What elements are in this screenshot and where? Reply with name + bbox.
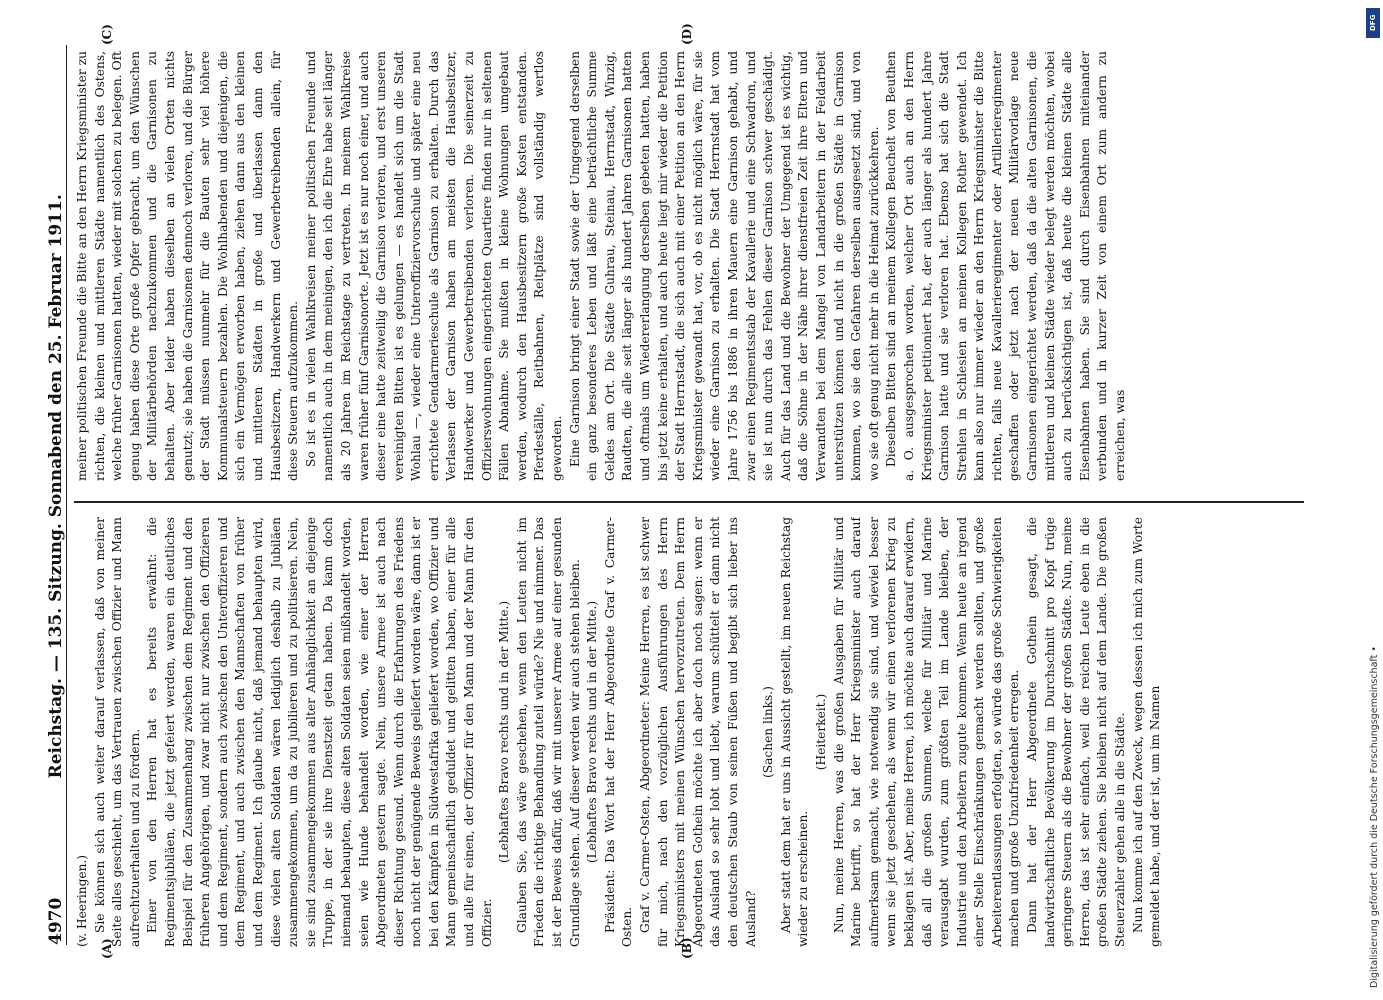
paragraph: Präsident: Das Wort hat der Herr Abgeordnete Graf v. Carmer-Osten. xyxy=(602,517,635,947)
page-header xyxy=(40,45,67,945)
interjection: (Lebhaftes Bravo rechts und in der Mitte.) xyxy=(497,600,512,864)
paragraph: Sie können sich auch weiter darauf verlassen, daß von meiner Seite alles geschieht, um das Vertrauen zwischen Offizier und Mann aufrechtzuerhalten und zu fördern. xyxy=(92,517,142,947)
margin-marker-c: (C) xyxy=(100,24,114,45)
paragraph: Aber statt dem hat er uns in Aussicht gestellt, im neuen Reichstag wieder zu erscheinen. xyxy=(778,517,811,947)
dfg-logo: DFG xyxy=(1366,8,1380,38)
speaker-tag: (v. Heeringen.) xyxy=(75,854,89,947)
margin-marker-a: (A) xyxy=(100,938,114,959)
left-column xyxy=(74,517,1304,947)
paragraph: So ist es in vielen Wahlkreisen meiner politischen Freunde und namentlich auch in dem meinigen, den ich die Ehre habe seit länger als 20 Jahren im Reichstage zu vertreten. In meinem Wahlkreise waren früher fünf Garnisonorte. Jetzt ist es nur noch einer, und auch dieser eine hatte zeitweilig die Garnison verloren, und erst unseren vereinigten Bitten ist es gelungen — es handelt sich um die Stadt Wohlau —, wieder eine Unteroffiziervorschule und später eine neu errichtete Gendarmerieschule als Garnison zu erhalten. Durch das Verlassen der Garnison haben am meisten die Hausbesitzer, Handwerker und Gewerbetreibenden verloren. Die seinerzeit zu Offizierswohnungen eingerichteten Quartiere finden nur in seltenen Fällen Abnahme. Sie mußten in kleine Wohnungen umgebaut werden, wodurch den Hausbesitzern große Kosten entstanden. Pferdeställe, Reitbahnen, Reitplätze sind vollständig wertlos geworden. xyxy=(303,51,565,481)
paragraph: Eine Garnison bringt einer Stadt sowie der Umgegend derselben ein ganz besonderes Leben und läßt eine beträchtliche Summe Geldes am Ort. Die Städte Guhrau, Steinau, Herrnstadt, Winzig, Raudten, die alle seit länger als hundert Jahren Garnisonen hatten und oftmals um Wiedererlangung derselben gebeten hatten, haben bis jetzt keine erhalten, und auch heute liegt mir wieder die Petition der Stadt Herrnstadt, die sich auch mit einer Petition an den Herrn Kriegsminister gewandt hat, vor, ob es nicht möglich wäre, für sie wieder eine Garnison zu erhalten. Die Stadt Herrnstadt hat vom Jahre 1756 bis 1886 in ihren Mauern eine Garnison gehabt, und zwar einen Regimentsstab der Kavallerie und eine Schwadron, und sie ist nun durch das Fehlen dieser Garnison schwer geschädigt. Auch für das Land und die Bewohner der Umgegend ist es wichtig, daß die Söhne in der Nähe ihrer dienstfreien Zeit ihre Eltern und Verwandten bei dem Mangel von Landarbeitern in der Feldarbeit unterstützen können und nicht in die großen Städte in Garnison kommen, wo sie den Gefahren derselben ausgesetzt sind, und von wo sie oft genug nicht mehr in die Heimat zurückkehren. xyxy=(567,51,881,481)
page-number: 4970 xyxy=(46,897,66,945)
paragraph: Nun komme ich auf den Zweck, wegen dessen ich mich zum Worte gemeldet habe, und der ist, um im Namen xyxy=(1130,517,1163,947)
paragraph: Dieselben Bitten sind an meinem Kollegen Beuchelt von Beuthen a. O. ausgesprochen worden, welcher Ort auch an den Herrn Kriegsminister petitioniert hat, der auch länger als hundert Jahre Garnison hatte und sie verloren hat. Ebenso hat sich die Stadt Strehlen in Schlesien an meinen Kollegen Rother gewendet. Ich kann also nur immer wieder an den Herrn Kriegsminister die Bitte richten, falls neue Kavallerieregimenter oder Artillerieregimenter geschaffen oder jetzt nach der neuen Militärvorlage neue Garnisonen eingerichtet werden, daß da die alten Garnisonen, die mittleren und kleinen Städte wieder belegt werden möchten, wobei auch zu berücksichtigen ist, daß heute die kleinen Städte alle Eisenbahnen haben. Sie sind durch Eisenbahnen miteinander verbunden und in kurzer Zeit von einem Ort zum andern zu erreichen, was xyxy=(884,51,1128,481)
column-divider xyxy=(74,502,1304,504)
paragraph: Nun, meine Herren, was die großen Ausgaben für Militär und Marine betrifft, so hat der Herr Kriegsminister auch darauf aufmerksam gemacht, wie notwendig sie sind, und wieviel besser wenn sie jetzt geschehen, als wenn wir einen verlorenen Krieg zu beklagen ist. Aber, meine Herren, ich möchte auch darauf erwidern, daß all die großen Summen, welche für Militär und Marine verausgabt wurden, zum größten Teil im Lande bleiben, der Industrie und den Arbeitern zugute kommen. Wenn heute an irgend einer Stelle Einschränkungen gemacht werden sollten, und große Arbeiterentlassungen erfolgten, so würde das große Schwierigkeiten machen und große Unzufriedenheit erregen. xyxy=(831,517,1022,947)
paragraph: meiner politischen Freunde die Bitte an den Herrn Kriegsminister zu richten, die kleinen und mittleren Städte namentlich des Ostens, welche früher Garnisonen hatten, wieder mit solchen zu belegen. Oft genug haben diese Orte große Opfer gebracht, um den Wünschen der Militärbehörden nachzukommen und die Garnisonen zu behalten. Aber leider haben dieselben an vielen Orten nichts genutzt; sie haben die Garnisonen dennoch verloren, und die Bürger der Stadt müssen nunmehr für die Bauten sehr viel höhere Kommunalsteuern bezahlen. Die Wohlhabenden und diejenigen, die sich ein Vermögen erworben haben, ziehen dann aus den kleinen und mittleren Städten in große und überlassen dann den Hausbesitzern, Handwerkern und Gewerbetreibenden allein, für diese Steuern aufzukommen. xyxy=(75,51,301,481)
paragraph: Glauben Sie, das wäre geschehen, wenn den Leuten nicht im Frieden die richtige Behandlung zuteil würde? Nie und nimmer. Das ist der Beweis dafür, daß wir mit unserer Armee auf einer gesunden Grundlage stehen. Auf dieser werden wir auch stehen bleiben. xyxy=(514,517,582,947)
interjection: (Heiterkeit.) xyxy=(813,693,828,771)
interjection: (Lebhaftes Bravo rechts und in der Mitte.) xyxy=(585,600,600,864)
session-title: Reichstag. — 135. Sitzung. Sonnabend den 25. Februar 1911. xyxy=(46,194,66,779)
paragraph: Dann hat der Herr Abgeordnete Gothein gesagt, die landwirtschaftliche Bevölkerung im Durchschnitt pro Kopf trüge geringere Steuern als die Bewohner der großen Städte. Nun, meine Herren, das ist sehr einfach, weil die reichen Leute eben in die großen Städte ziehen. Sie bleiben nicht auf dem Lande. Die großen Steuerzahler gehen alle in die Städte. xyxy=(1025,517,1128,947)
paragraph: Einer von den Herren hat es bereits erwähnt: die Regimentsjubiläen, die jetzt gefeiert werden, waren ein deutliches Beispiel für den Zusammenhang zwischen dem Regiment und den früheren Angehörigen, und zwar nicht nur zwischen den Offizieren und dem Regiment, sondern auch zwischen den Unteroffizieren und dem Regiment, und auch zwischen den Mannschaften von früher und dem Regiment. Ich glaube nicht, daß jemand behaupten wird, diese vielen alten Soldaten wären lediglich deshalb zu Jubiläen zusammengekommen, um da zu jubilieren und zu politisieren. Nein, sie sind zusammengekommen aus alter Anhänglichkeit an diejenige Truppe, in der sie ihre Dienstzeit getan haben. Da kann doch niemand behaupten, diese alten Soldaten seien mißhandelt worden, seien wie Hunde behandelt worden, wie einer der Herren Abgeordneten gestern sagte. Nein, unsere Armee ist auch nach dieser Richtung gesund. Wenn durch die Erfahrungen des Friedens noch nicht der genügende Beweis geliefert worden wäre, dann ist er bei den Kämpfen in Südwestafrika geliefert worden, wo Offizier und Mann gemeinschaftlich geduldet und gelitten haben, einer für alle und alle für einen, der Offizier für den Mann und der Mann für den Offizier. xyxy=(145,517,494,947)
interjection: (Sachen links.) xyxy=(761,686,776,778)
document-page xyxy=(40,23,1330,959)
right-column xyxy=(74,51,1304,481)
margin-marker-b: (B) xyxy=(680,937,694,959)
margin-marker-d: (D) xyxy=(680,23,694,45)
watermark-text: Digitalisierung gefördert durch die Deutsche Forschungsgemeinschaft • xyxy=(1369,646,1380,988)
paragraph: Graf v. Carmer-Osten, Abgeordneter: Meine Herren, es ist schwer für mich, nach den vorzüglichen Ausführungen des Herrn Kriegsministers mit meinen Wünschen hervorzutreten. Dem Herrn Abgeordneten Gothein möchte ich aber doch noch sagen: wenn er das Ausland so sehr lobt und liebt, warum schüttelt er dann nicht den deutschen Staub von seinen Füßen und begibt sich lieber ins Ausland? xyxy=(638,517,758,947)
dfg-watermark xyxy=(1361,8,1381,988)
